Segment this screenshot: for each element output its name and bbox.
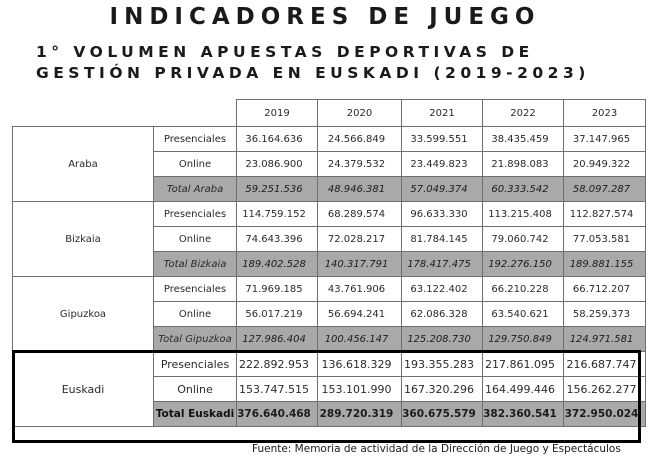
cell-value: 72.028.217 [318, 227, 402, 252]
cell-value: 37.147.965 [564, 127, 646, 152]
region-bizkaia: Bizkaia [13, 202, 154, 277]
year-header: 2021 [402, 100, 483, 127]
total-label: Total Euskadi [154, 402, 237, 427]
cell-value: 222.892.953 [237, 352, 318, 377]
cell-value: 68.289.574 [318, 202, 402, 227]
total-value: 59.251.536 [237, 177, 318, 202]
cell-value: 63.540.621 [483, 302, 564, 327]
total-value: 376.640.468 [237, 402, 318, 427]
year-header: 2020 [318, 100, 402, 127]
cell-value: 153.101.990 [318, 377, 402, 402]
subtitle-line-2: GESTIÓN PRIVADA EN EUSKADI (2019-2023) [36, 64, 590, 82]
cell-value: 58.259.373 [564, 302, 646, 327]
total-value: 178.417.475 [402, 252, 483, 277]
total-value: 100.456.147 [318, 327, 402, 352]
table-subtitle [36, 42, 590, 84]
cell-value: 217.861.095 [483, 352, 564, 377]
row-label: Online [154, 227, 237, 252]
total-value: 192.276.150 [483, 252, 564, 277]
total-label: Total Bizkaia [154, 252, 237, 277]
cell-value: 33.599.551 [402, 127, 483, 152]
cell-value: 167.320.296 [402, 377, 483, 402]
subtitle-line-1: 1° VOLUMEN APUESTAS DEPORTIVAS DE [36, 43, 534, 61]
total-value: 189.881.155 [564, 252, 646, 277]
year-header: 2019 [237, 100, 318, 127]
total-value: 48.946.381 [318, 177, 402, 202]
cell-value: 43.761.906 [318, 277, 402, 302]
table-row [13, 127, 646, 152]
total-value: 289.720.319 [318, 402, 402, 427]
cell-value: 114.759.152 [237, 202, 318, 227]
cell-value: 20.949.322 [564, 152, 646, 177]
table-row [13, 352, 646, 377]
row-label: Online [154, 377, 237, 402]
cell-value: 63.122.402 [402, 277, 483, 302]
cell-value: 112.827.574 [564, 202, 646, 227]
cell-value: 153.747.515 [237, 377, 318, 402]
cell-value: 23.449.823 [402, 152, 483, 177]
cell-value: 113.215.408 [483, 202, 564, 227]
total-value: 58.097.287 [564, 177, 646, 202]
cell-value: 74.643.396 [237, 227, 318, 252]
cell-value: 79.060.742 [483, 227, 564, 252]
total-value: 129.750.849 [483, 327, 564, 352]
total-label: Total Araba [154, 177, 237, 202]
cell-value: 96.633.330 [402, 202, 483, 227]
total-value: 125.208.730 [402, 327, 483, 352]
cell-value: 216.687.747 [564, 352, 646, 377]
region-euskadi: Euskadi [13, 352, 154, 427]
row-label: Presenciales [154, 352, 237, 377]
cell-value: 156.262.277 [564, 377, 646, 402]
cell-value: 56.017.219 [237, 302, 318, 327]
cell-value: 193.355.283 [402, 352, 483, 377]
cell-value: 23.086.900 [237, 152, 318, 177]
cell-value: 38.435.459 [483, 127, 564, 152]
total-value: 372.950.024 [564, 402, 646, 427]
row-label: Presenciales [154, 277, 237, 302]
page-title: INDICADORES DE JUEGO [109, 4, 541, 30]
cell-value: 56.694.241 [318, 302, 402, 327]
total-label: Total Gipuzkoa [154, 327, 237, 352]
betting-volume-table [12, 99, 646, 427]
total-value: 127.986.404 [237, 327, 318, 352]
cell-value: 36.164.636 [237, 127, 318, 152]
total-value: 189.402.528 [237, 252, 318, 277]
cell-value: 71.969.185 [237, 277, 318, 302]
row-label: Online [154, 302, 237, 327]
total-value: 124.971.581 [564, 327, 646, 352]
header-blank [13, 100, 237, 127]
cell-value: 24.379.532 [318, 152, 402, 177]
cell-value: 21.898.083 [483, 152, 564, 177]
source-note: Fuente: Memoria de actividad de la Dirección de Juego y Espectáculos [252, 443, 621, 455]
table-row [13, 277, 646, 302]
total-value: 382.360.541 [483, 402, 564, 427]
total-value: 57.049.374 [402, 177, 483, 202]
row-label: Presenciales [154, 127, 237, 152]
cell-value: 66.210.228 [483, 277, 564, 302]
cell-value: 66.712.207 [564, 277, 646, 302]
total-value: 60.333.542 [483, 177, 564, 202]
cell-value: 81.784.145 [402, 227, 483, 252]
year-header: 2023 [564, 100, 646, 127]
region-araba: Araba [13, 127, 154, 202]
table-row [13, 202, 646, 227]
region-gipuzkoa: Gipuzkoa [13, 277, 154, 352]
cell-value: 77.053.581 [564, 227, 646, 252]
cell-value: 136.618.329 [318, 352, 402, 377]
cell-value: 164.499.446 [483, 377, 564, 402]
total-value: 360.675.579 [402, 402, 483, 427]
year-header: 2022 [483, 100, 564, 127]
total-value: 140.317.791 [318, 252, 402, 277]
cell-value: 24.566.849 [318, 127, 402, 152]
row-label: Presenciales [154, 202, 237, 227]
row-label: Online [154, 152, 237, 177]
header-row [13, 100, 646, 127]
cell-value: 62.086.328 [402, 302, 483, 327]
